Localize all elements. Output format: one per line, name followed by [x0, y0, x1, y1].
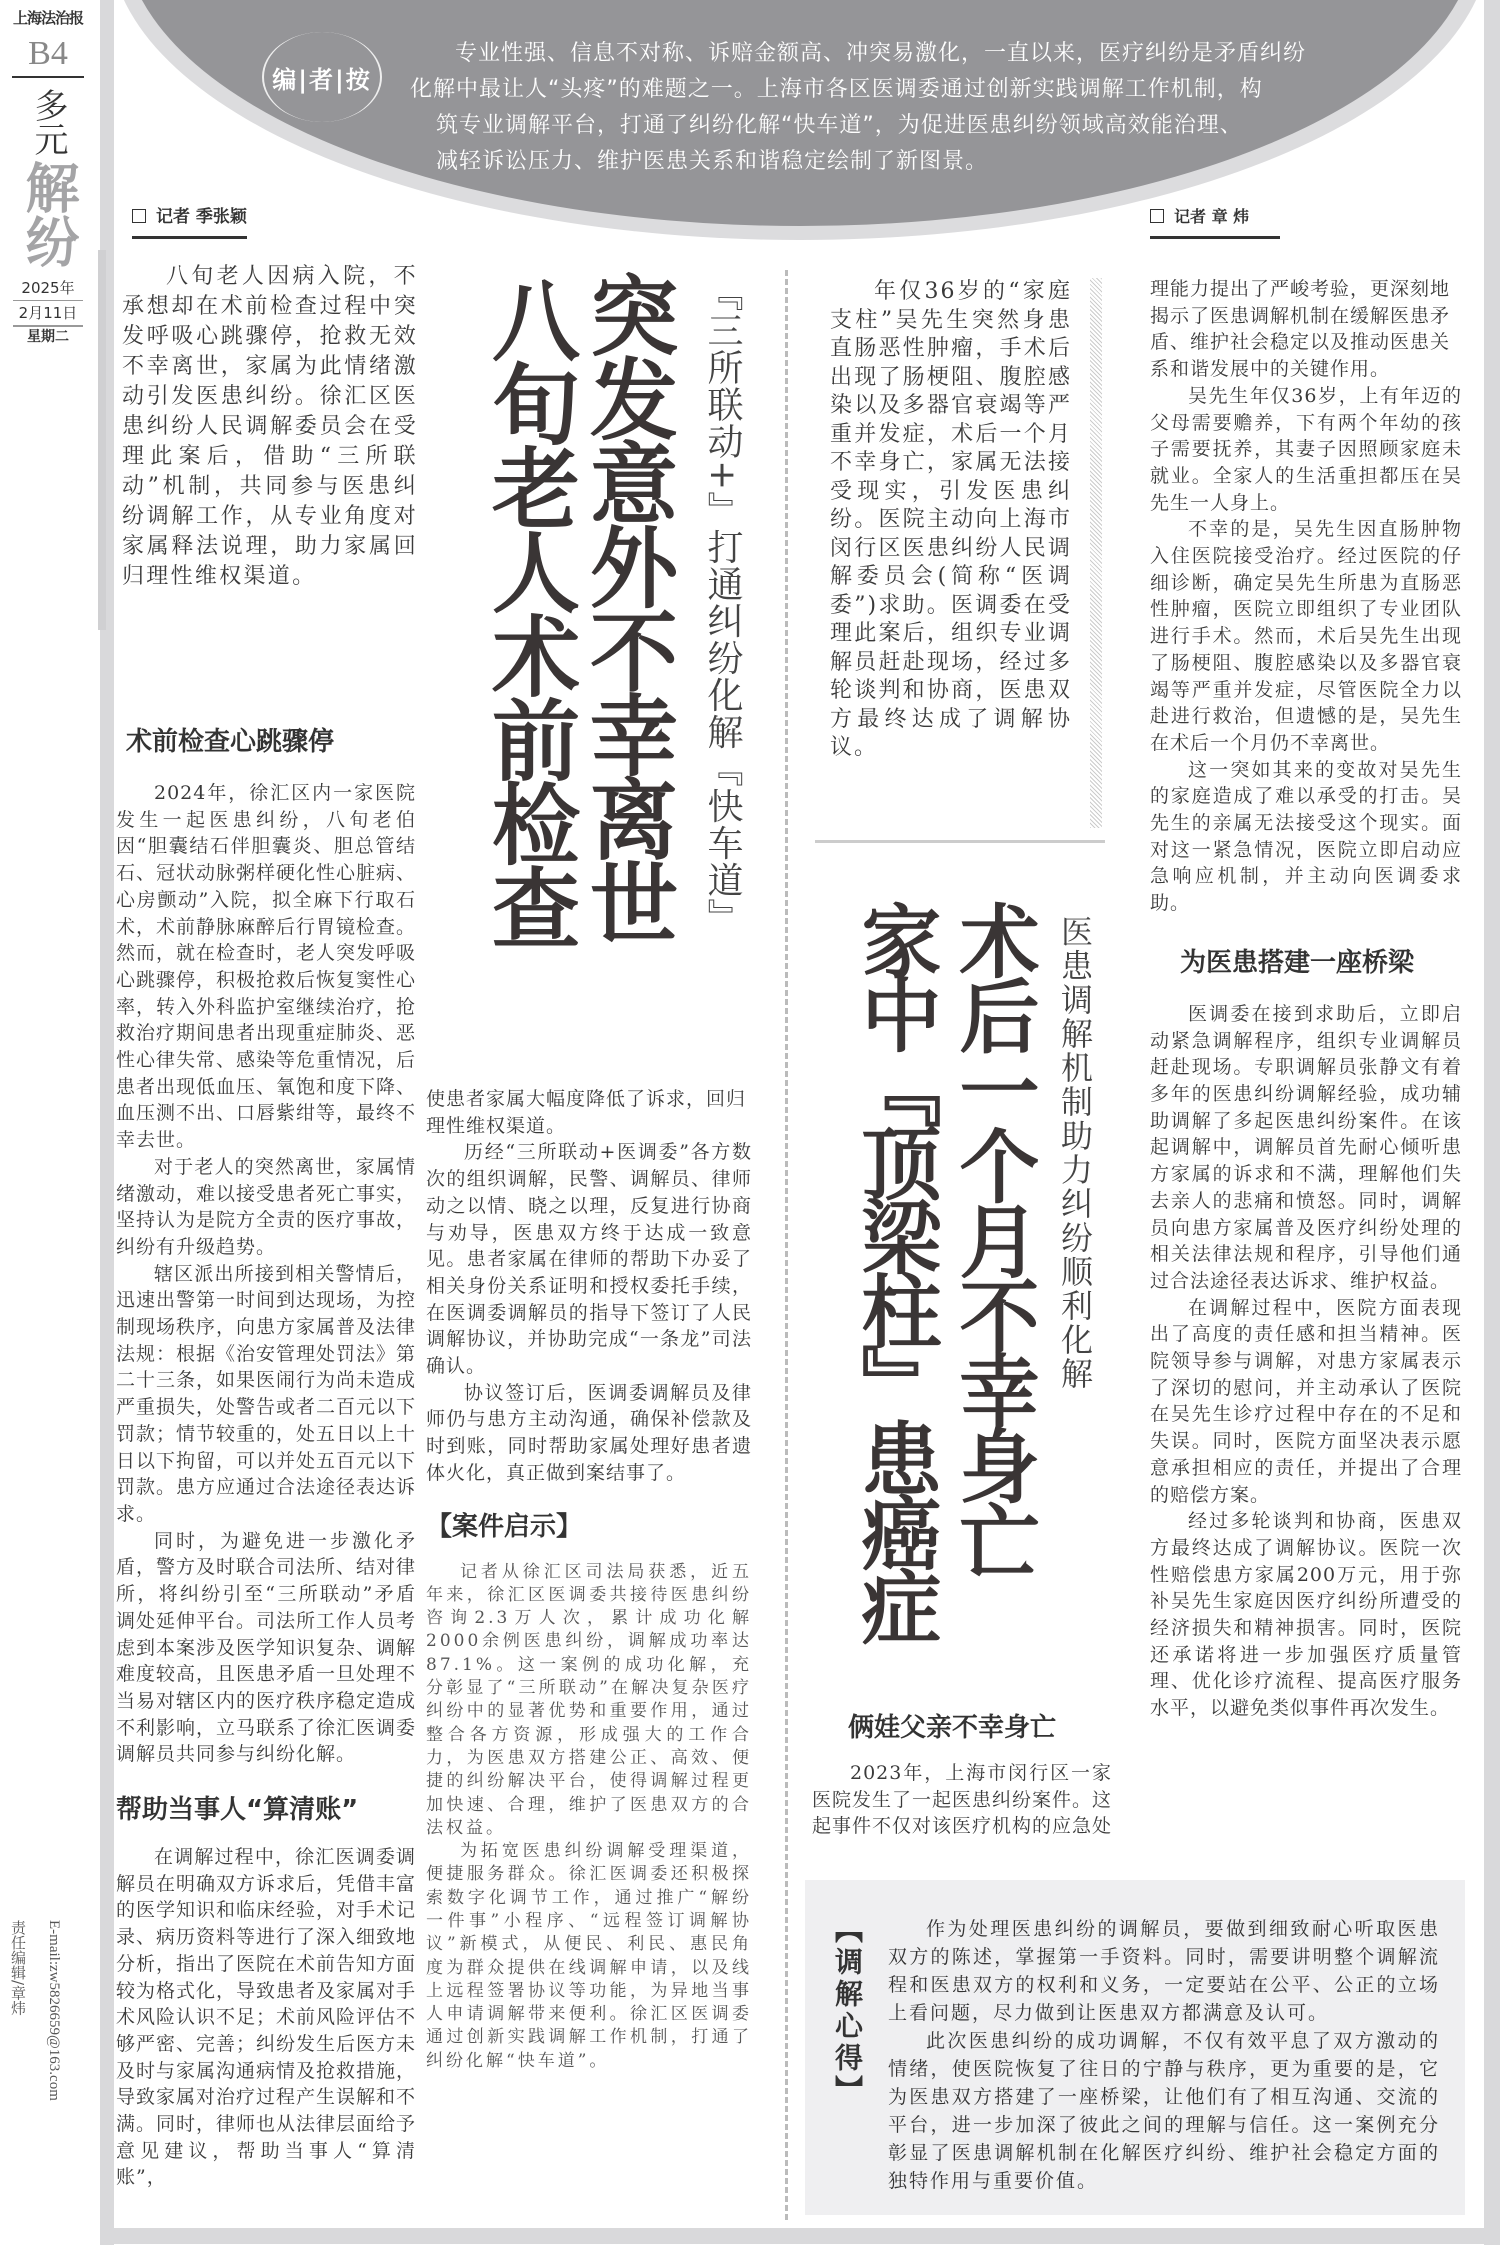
- paragraph: 历经“三所联动+医调委”各方数次的组织调解，民警、调解员、律师动之以情、晓之以理，反复进行协商与劝导，医患双方终于达成一致意见。患者家属在律师的帮助下办妥了相关身份关系证明和授权委托手续，在医调委调解员的指导下签订了人民调解协议，并协助完成“一条龙”司法确认。: [426, 1141, 752, 1378]
- paragraph: 为拓宽医患纠纷调解受理渠道，便捷服务群众。徐汇医调委还积极探索数字化调节工作，通过推广“解纷一件事”小程序、“远程签订调解协议”新模式，从便民、利民、惠民角度为群众提供在线调解申请，以及线上远程签署协议等功能，为异地当事人申请调解带来便利。徐汇区医调委通过创新实践调解工作机制，打通了纠纷化解“快车道”。: [426, 1841, 752, 2071]
- left-col2-body: [426, 1086, 752, 1487]
- page-number: B4: [12, 34, 84, 78]
- right-intro: 年仅36岁的“家庭支柱”吴先生突然身患直肠恶性肿瘤，手术后出现了肠梗阻、腹腔感染以及多器官衰竭等严重并发症，术后一个月不幸身亡，家属无法接受现实，引发医患纠纷。医院主动向上海市闵行区医患纠纷人民调解委员会(简称“医调委”)求助。医调委在受理此案后，组织专业调解员赶赴现场，经过多轮谈判和协商，医患双方最终达成了调解协议。: [830, 279, 1072, 760]
- left-col1: [116, 726, 416, 2191]
- mediation-insight-body: [888, 1915, 1440, 2195]
- page-frame-bottom: [100, 2228, 1500, 2244]
- left-subtitle: 『三所联动+』打通纠纷化解『快车道』: [702, 275, 743, 936]
- mediation-insight-label: 【调解心得】: [831, 1915, 864, 2107]
- paragraph: 对于老人的突然离世，家属情绪激动，难以接受患者死亡事实，坚持认为是院方全责的医疗事故，纠纷有升级趋势。: [116, 1155, 417, 1258]
- right-col-body-2: [1150, 1001, 1462, 1722]
- right-col: [1150, 276, 1462, 1722]
- responsible-editor: 责任编辑/章炜: [9, 1920, 27, 2016]
- paragraph: 理能力提出了严峻考验，更深刻地揭示了医患调解机制在缓解医患矛盾、维护社会稳定以及推动医患关系和谐发展中的关键作用。: [1150, 278, 1451, 381]
- paragraph: 在调解过程中，徐汇医调委调解员在明确双方诉求后，凭借丰富的医学知识和临床经验，对手术记录、病历资料等进行了深入细致地分析，指出了医院在术前告知方面较为格式化，导致患者及家属对手术风险认识不足；术前风险评估不够严密、完善；纠纷发生后医方未及时与家属沟通病情及抢救措施，导致家属对治疗过程产生误解和不满。同时，律师也从法律层面给予意见建议，帮助当事人“算清账”，: [116, 1846, 417, 2189]
- column-name-2: 解纷: [17, 160, 80, 268]
- right-subtitle: 医患调解机制助力纠纷顺利化解: [1056, 915, 1094, 1391]
- section-heading: 帮助当事人“算清账”: [116, 1795, 359, 1826]
- case-insight-body: [426, 1561, 752, 2074]
- issue-year: 2025年: [21, 279, 75, 297]
- section-heading: 为医患搭建一座桥梁: [1180, 947, 1415, 978]
- left-headline-main: 突发意外不幸离世: [576, 270, 680, 942]
- paragraph: 不幸的是，吴先生因直肠肿物入住医院接受治疗。经过医院的仔细诊断，确定吴先生所患为直肠恶性肿瘤，医院立即组织了专业团队进行手术。然而，术后吴先生出现了肠梗阻、腹腔感染以及多器官衰竭等严重并发症，尽管医院全力以赴进行救治，但遗憾的是，吴先生在术后一个月仍不幸离世。: [1150, 518, 1462, 754]
- editor-note-line: 筑专业调解平台，打通了纠纷化解“快车道”，为促进医患纠纷领域高效能治理、: [436, 113, 1243, 138]
- issue-weekday: 星期二: [27, 329, 69, 345]
- editor-note-line: 专业性强、信息不对称、诉赔金额高、冲突易激化，一直以来，医疗纠纷是矛盾纠纷: [455, 41, 1307, 66]
- editor-note-line: 化解中最让人“头疼”的难题之一。上海市各区医调委通过创新实践调解工作机制，构: [410, 77, 1263, 102]
- newspaper-logo: 上海法治报: [12, 9, 83, 27]
- intro-decor-hatch: [1090, 278, 1102, 828]
- paragraph: 医调委在接到求助后，立即启动紧急调解程序，组织专业调解员赶赴现场。专职调解员张静文有着多年的医患纠纷调解经验，成功辅助调解了多起医患纠纷案件。在该起调解中，调解员首先耐心倾听患方家属的诉求和不满，理解他们失去亲人的悲痛和愤怒。同时，调解员向患方家属普及医疗纠纷处理的相关法律法规和程序，引导他们通过合法途径表达诉求、维护权益。: [1150, 1002, 1462, 1292]
- paragraph: 2023年，上海市闵行区一家医院发生了一起医患纠纷案件。这起事件不仅对该医疗机构的应急处: [812, 1762, 1113, 1838]
- section-heading: 术前检查心跳骤停: [126, 727, 335, 757]
- right-headline-second: 家中『顶梁柱』患癌症: [848, 900, 942, 1640]
- paragraph: 经过多轮谈判和协商，医患双方最终达成了调解协议。医院一次性赔偿患方家属200万元，用于弥补吴先生家庭因医疗纠纷所遭受的经济损失和精神损害。同时，医院还承诺将进一步加强医疗质量管理、优化诊疗流程、提高医疗服务水平，以避免类似事件再次发生。: [1150, 1510, 1462, 1720]
- section-heading: 俩娃父亲不幸身亡: [848, 1713, 1057, 1743]
- paragraph: 2024年，徐汇区内一家医院发生一起医患纠纷，八旬老伯因“胆囊结石伴胆囊炎、胆总管结石、冠状动脉粥样硬化性心脏病、心房颤动”入院，拟全麻下行取石术，术前静脉麻醉后行胃镜检查。然而，就在检查时，老人突发呼吸心跳骤停，积极抢救后恢复窦性心率，转入外科监护室继续治疗，抢救治疗期间患者出现重症肺炎、恶性心律失常、感染等危重情况，后患者出现低血压、氧饱和度下降、血压测不出、口唇紫绀等，最终不幸去世。: [116, 782, 417, 1152]
- issue-date: 2月11日: [13, 300, 83, 327]
- paragraph: 协议签订后，医调委调解员及律师仍与患方主动沟通，确保补偿款及时到账，同时帮助家属处理好患者遗体火化，真正做到案结事了。: [426, 1381, 752, 1484]
- paragraph: 这一突如其来的变故对吴先生的家庭造成了难以承受的打击。吴先生的亲属无法接受这个现实。面对这一紧急情况，医院立即启动应急响应机制，并主动向医调委求助。: [1150, 758, 1462, 915]
- editor-note-label: 编|者|按: [262, 32, 382, 122]
- intro-decor-line: [815, 840, 1105, 843]
- editor-email: E-mail:zw5826659@163.com: [46, 1920, 62, 2101]
- left-col1-body: [116, 780, 416, 1768]
- paragraph: 作为处理医患纠纷的调解员，要做到细致耐心听取医患双方的陈述，掌握第一手资料。同时，需要讲明整个调解流程和医患双方的权利和义务，一定要站在公平、公正的立场上看问题，尽力做到让医患双方都满意及认可。: [888, 1918, 1440, 2024]
- left-col2: [426, 1086, 752, 2073]
- intro-decor-bar: [98, 250, 106, 630]
- masthead: [0, 0, 96, 347]
- right-col-body: [1150, 276, 1462, 917]
- left-byline: [132, 206, 247, 239]
- paragraph: 吴先生年仅36岁，上有年迈的父母需要赡养，下有两个年幼的孩子需要抚养，其妻子因照顾家庭未就业。全家人的生活重担都压在吴先生一人身上。: [1150, 384, 1462, 514]
- left-headline-second: 八旬老人术前检查: [478, 275, 582, 947]
- right-headline-main: 术后一个月不幸身亡: [946, 900, 1040, 1575]
- case-insight-heading: 【案件启示】: [426, 1511, 583, 1542]
- byline-text: 记者 季张颖: [156, 207, 247, 227]
- paragraph: 使患者家属大幅度降低了诉求，回归理性维权渠道。: [426, 1088, 747, 1137]
- column-divider: [785, 270, 788, 2220]
- square-icon: [1150, 209, 1164, 223]
- paragraph: 同时，为避免进一步激化矛盾，警方及时联合司法所、结对律所，将纠纷引至“三所联动”矛盾调处延伸平台。司法所工作人员考虑到本案涉及医学知识复杂、调解难度较高，且医患矛盾一旦处理不当易对辖区内的医疗秩序稳定造成不利影响，立马联系了徐汇医调委调解员共同参与纠纷化解。: [116, 1529, 417, 1766]
- page-frame-right: [1484, 0, 1500, 2245]
- paragraph: 辖区派出所接到相关警情后，迅速出警第一时间到达现场，为控制现场秩序，向患方家属普及法律法规：根据《治安管理处罚法》第二十三条，如果医闹行为尚未造成严重损失，处警告或者二百元以下罚款；情节较重的，处五日以上十日以下拘留，可以并处五百元以下罚款。患方应通过合法途径表达诉求。: [116, 1262, 417, 1525]
- paragraph: 在调解过程中，医院方面表现出了高度的责任感和担当精神。医院领导参与调解，对患方家属表示了深切的慰问，并主动承认了医院在吴先生诊疗过程中存在的不足和失误。同时，医院方面坚决表示愿意承担相应的责任，并提出了合理的赔偿方案。: [1150, 1296, 1462, 1506]
- right-section1-start: [812, 1760, 1112, 1840]
- right-byline: [1150, 206, 1280, 239]
- square-icon: [132, 209, 146, 223]
- editor-note-line: 减轻诉讼压力、维护医患关系和谐稳定绘制了新图景。: [436, 149, 989, 174]
- right-section1-start-wrap: [812, 1712, 1112, 1840]
- byline-text: 记者 章 炜: [1174, 207, 1250, 226]
- left-intro: 八旬老人因病入院，不承想却在术前检查过程中突发呼吸心跳骤停，抢救无效不幸离世，家属为此情绪激动引发医患纠纷。徐汇区医患纠纷人民调解委员会在受理此案后，借助“三所联动”机制，共同参与医患纠纷调解工作，从专业角度对家属释法说理，助力家属回归理性维权渠道。: [122, 264, 418, 589]
- left-col1-body-2: [116, 1844, 416, 2191]
- column-name-1: 多元: [28, 88, 68, 156]
- paragraph: 此次医患纠纷的成功调解，不仅有效平息了双方激动的情绪，使医院恢复了往日的宁静与秩序，更为重要的是，它为医患双方搭建了一座桥梁，让他们有了相互沟通、交流的平台，进一步加深了彼此之间的理解与信任。这一案例充分彰显了医患调解机制在化解医疗纠纷、维护社会稳定方面的独特作用与重要价值。: [888, 2030, 1440, 2192]
- paragraph: 记者从徐汇区司法局获悉，近五年来，徐汇区医调委共接待医患纠纷咨询2.3万人次，累计成功化解2000余例医患纠纷，调解成功率达87.1%。这一案例的成功化解，充分彰显了“三所联动”在解决复杂医疗纠纷中的显著优势和重要作用，通过整合各方资源，形成强大的工作合力，为医患双方搭建公正、高效、便捷的纠纷解决平台，使得调解过程更加快速、合理，维护了医患双方的合法权益。: [426, 1561, 752, 1838]
